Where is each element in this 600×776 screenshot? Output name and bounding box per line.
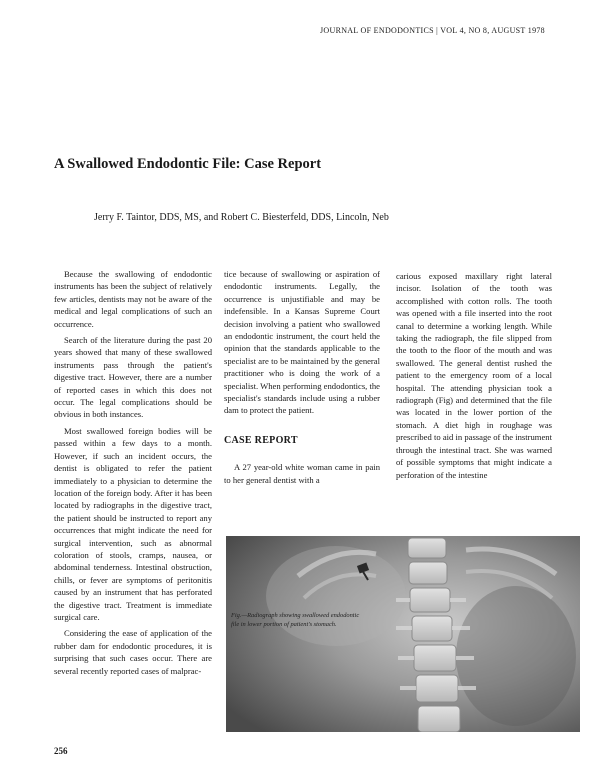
- section-heading: CASE REPORT: [224, 434, 298, 446]
- paragraph: A 27 year-old white woman came in pain to her general dentist with a: [224, 462, 380, 485]
- paragraph: Because the swallowing of endodontic instruments has been the subject of relatively few articles, dentists may not be aware of the medical and legal complications of such an occurrence.: [54, 269, 212, 329]
- page-number: 256: [54, 746, 68, 756]
- column-1: [54, 268, 212, 677]
- paragraph: Considering the ease of application of the rubber dam for endodontic procedures, it is surprising that such cases occur. There are several recently reported cases of malprac-: [54, 628, 212, 676]
- paragraph: Most swallowed foreign bodies will be passed within a few days to a month. However, if such an incident occurs, the dentist is obligated to refer the patient immediately to a physician to determine the location of the foreign body. After it has been located by radiographs in the digestive tract, the patient should be instructed to report any occurrences that might indicate the need for surgical intervention, such as abnormal coloration of stools, cramps, nausea, or abdominal tenderness. Intestinal obstruction, chills, or fever are symptoms of peritonitis caused by an instrument that has perforated the digestive tract. Treatment is immediate surgical care.: [54, 425, 212, 622]
- figure-caption: Fig.—Radiograph showing swallowed endodontic file in lower portion of patient's stomach.: [231, 612, 360, 628]
- running-head: JOURNAL OF ENDODONTICS | VOL 4, NO 8, AUGUST 1978: [320, 26, 545, 35]
- article-title: A Swallowed Endodontic File: Case Report: [54, 156, 322, 172]
- column-3: [396, 270, 552, 481]
- column-2: [224, 268, 380, 486]
- radiograph-image: [226, 536, 580, 732]
- paragraph: Search of the literature during the past 20 years showed that many of these swallowed instruments pass through the patient's digestive tract. However, there are a number of reported cases in which this does not occur. The legal complications should be obvious in both instances.: [54, 335, 212, 420]
- paragraph: carious exposed maxillary right lateral incisor. Isolation of the tooth was accomplished with cotton rolls. The tooth was opened with a file inserted into the root canal to determine a working length. While taking the radiograph, the file slipped from the tooth to the floor of the mouth and was swallowed. The general dentist rushed the patient to the emergency room of a local hospital. The attending physician took a radiograph (Fig) and determined that the file was located in the lower portion of the stomach. A diet high in roughage was prescribed to aid in passage of the instrument through the intestinal tract. She was warned of possible symptoms that might indicate a perforation of the intestine: [396, 271, 552, 480]
- author-line: Jerry F. Taintor, DDS, MS, and Robert C. Biesterfeld, DDS, Lincoln, Neb: [94, 212, 389, 223]
- radiograph-figure: [226, 536, 580, 732]
- paragraph: tice because of swallowing or aspiration of endodontic instruments. Legally, the occurrence is unjustifiable and may be indefensible. In a Kansas Supreme Court decision involving a patient who swallowed an endodontic instrument, the court held the opinion that the standards applicable to the specialist are to be maintained by the general practitioner who is doing the work of a specialist. When performing endodontics, the specialist's standards include using a rubber dam to protect the patient.: [224, 269, 380, 416]
